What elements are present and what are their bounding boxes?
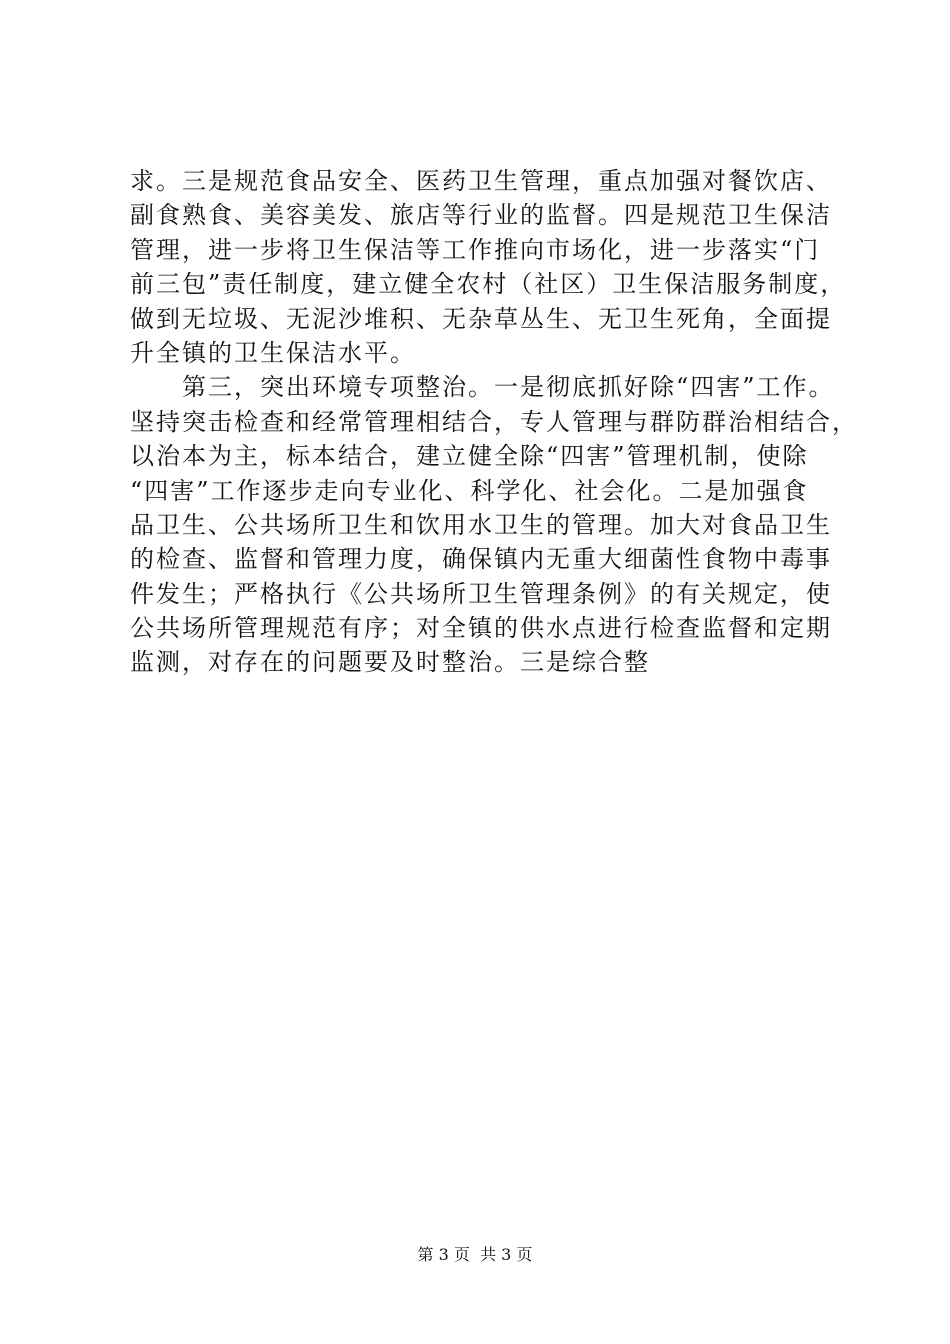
text-line: 坚持突击检查和经常管理相结合，专人管理与群防群治相结合， (130, 407, 858, 436)
page-footer (0, 1244, 950, 1266)
text-line: “四害”工作逐步走向专业化、科学化、社会化。二是加强食 (130, 476, 809, 505)
text-line: 以治本为主，标本结合，建立健全除“四害”管理机制，使除 (130, 442, 809, 471)
text-line: 品卫生、公共场所卫生和饮用水卫生的管理。加大对食品卫生 (130, 510, 832, 539)
body-text (130, 164, 858, 680)
text-line: 公共场所管理规范有序；对全镇的供水点进行检查监督和定期 (130, 614, 832, 643)
text-line: 第三，突出环境专项整治。一是彻底抓好除“四害”工作。 (130, 373, 835, 402)
text-line: 管理，进一步将卫生保洁等工作推向市场化，进一步落实“门 (130, 235, 821, 264)
text-line: 的检查、监督和管理力度，确保镇内无重大细菌性食物中毒事 (130, 545, 832, 574)
text-line: 监测，对存在的问题要及时整治。三是综合整 (130, 648, 650, 677)
text-line: 升全镇的卫生保洁水平。 (130, 338, 416, 367)
text-line: 副食熟食、美容美发、旅店等行业的监督。四是规范卫生保洁 (130, 201, 832, 230)
text-line: 求。三是规范食品安全、医药卫生管理，重点加强对餐饮店、 (130, 167, 832, 195)
text-line: 做到无垃圾、无泥沙堆积、无杂草丛生、无卫生死角，全面提 (130, 304, 832, 333)
text-line: 前三包”责任制度，建立健全农村（社区）卫生保洁服务制度， (130, 270, 847, 299)
page-number-label: 第 3 页 共 3 页 (417, 1245, 533, 1264)
text-line: 件发生；严格执行《公共场所卫生管理条例》的有关规定，使 (130, 579, 832, 608)
